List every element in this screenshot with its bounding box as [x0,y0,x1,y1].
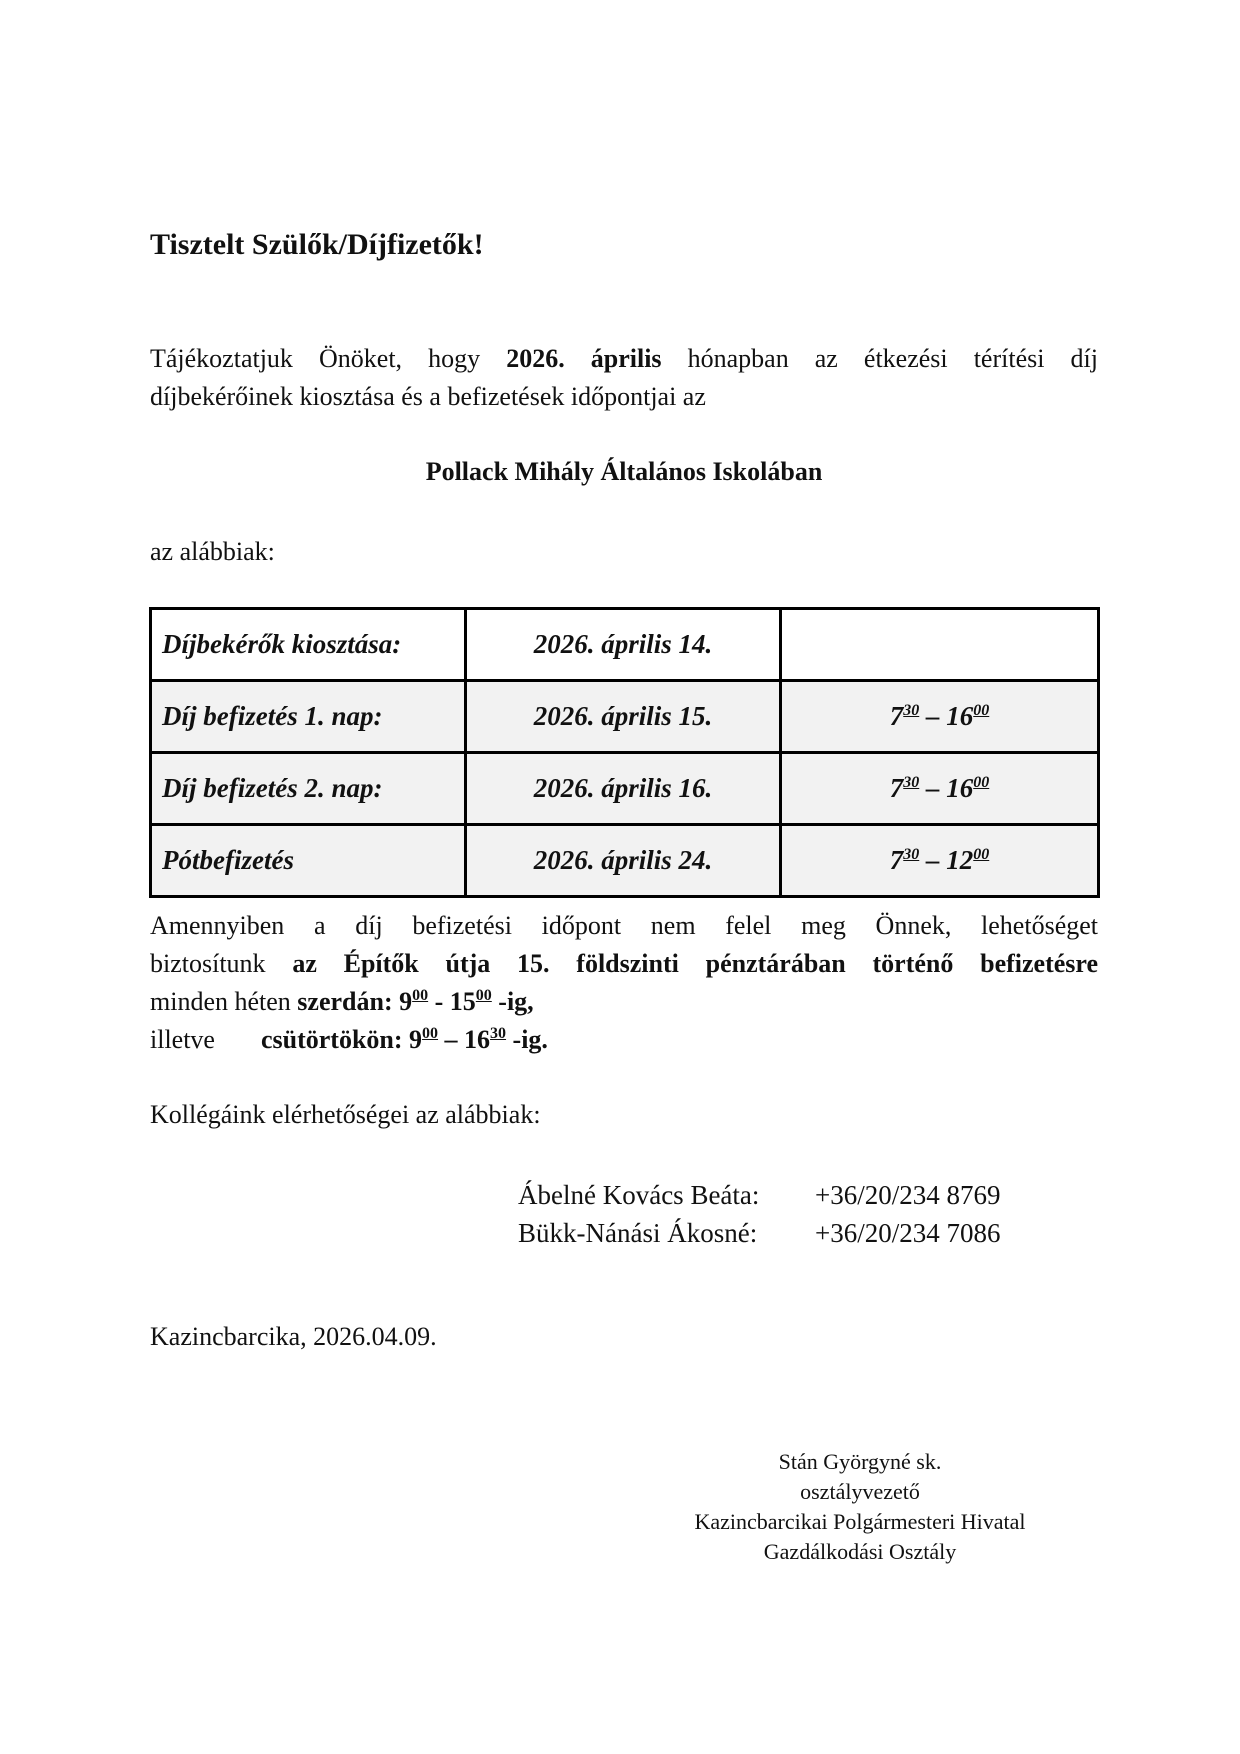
schedule-label: Díjbekérők kiosztása: [151,609,466,681]
schedule-date: 2026. április 24. [466,825,781,897]
schedule-row [151,609,1099,681]
signer-title: osztályvezető [800,1479,920,1504]
alt-line2-plain: biztosítunk [150,949,293,978]
contact-name: Ábelné Kovács Beáta: [518,1180,760,1210]
intro-month: 2026. április [506,344,662,373]
schedule-date: 2026. április 14. [466,609,781,681]
schedule-table [149,607,1100,898]
place-date: Kazincbarcika, 2026.04.09. [150,1322,437,1351]
wednesday-hours: szerdán: $9^{00} - 15^{00}$ -ig, [297,987,534,1016]
schedule-time: $7^{30} - 16^{00}$ [781,681,1099,753]
alt-line3-plain: minden héten [150,987,298,1016]
alt-line4-plain: illetve [150,1025,215,1054]
contact-name: Bükk-Nánási Ákosné: [518,1218,758,1248]
alt-payment-paragraph [150,907,1098,1059]
schedule-date: 2026. április 15. [466,681,781,753]
greeting-heading: Tisztelt Szülők/Díjfizetők! [150,228,484,261]
contact-phone: +36/20/234 7086 [815,1218,1001,1248]
schedule-row [151,681,1099,753]
alt-line-2 [150,945,1098,983]
schedule-time: $7^{30} - 12^{00}$ [781,825,1099,897]
schedule-date: 2026. április 16. [466,753,781,825]
schedule-time [781,609,1099,681]
contact-row [518,1180,1118,1216]
alt-location: az Építők útja 15. földszinti pénztárában történő befizetésre [292,949,1098,978]
school-name: Pollack Mihály Általános Iskolában [425,457,823,486]
intro-line-2: díjbekérőinek kiosztása és a befizetések időpontjai az [150,382,706,411]
signer-org: Kazincbarcikai Polgármesteri Hivatal [694,1509,1026,1534]
intro-line1-after: hónapban az étkezési térítési díj [661,344,1098,373]
intro-line1-before: Tájékoztatjuk Önöket, hogy [150,344,507,373]
alt-line-3 [150,983,1098,1021]
schedule-time: $7^{30} - 16^{00}$ [781,753,1099,825]
contact-row [518,1218,1118,1254]
contacts-intro: Kollégáink elérhetőségei az alábbiak: [150,1100,541,1129]
intro-line-1 [150,340,1098,378]
intro-end: az alábbiak: [150,537,275,566]
signer-department: Gazdálkodási Osztály [763,1539,957,1564]
signature-block [660,1447,1060,1567]
schedule-label: Pótbefizetés [151,825,466,897]
contact-phone: +36/20/234 8769 [815,1180,1001,1210]
signer-name: Stán Györgyné sk. [778,1449,942,1474]
schedule-label: Díj befizetés 1. nap: [151,681,466,753]
intro-paragraph [150,340,1098,416]
alt-line-1: Amennyiben a díj befizetési időpont nem felel meg Önnek, lehetőséget [150,911,1098,940]
schedule-row [151,753,1099,825]
alt-line-4 [150,1021,1098,1059]
thursday-hours: csütörtökön: $9^{00} - 16^{30}$ -ig. [260,1025,548,1054]
schedule-label: Díj befizetés 2. nap: [151,753,466,825]
schedule-row [151,825,1099,897]
